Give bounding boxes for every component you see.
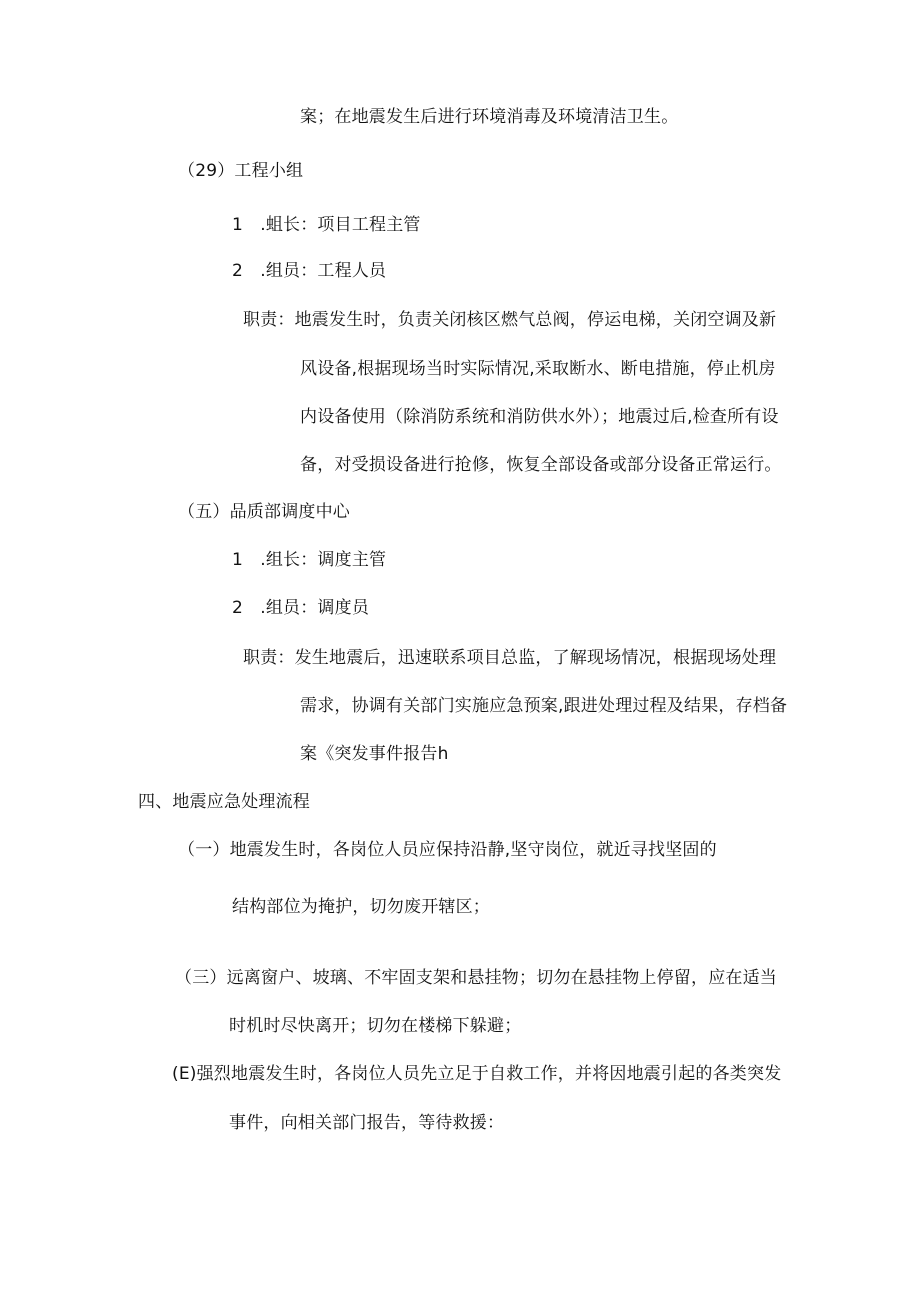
text-line-17: 结构部位为掩护，切勿废开辖区； — [232, 897, 490, 917]
text-line-12: 职责：发生地震后，迅速联系项目总监，了解现场情况，根据现场处理 — [243, 648, 777, 668]
text-line-7: 内设备使用（除消防系统和消防供水外）；地震过后,检查所有设 — [300, 407, 779, 427]
text-line-18: （三）远离窗户、坡璃、不牢固支架和悬挂物；切勿在悬挂物上停留，应在适当 — [175, 968, 777, 988]
text-line-16: （一）地震发生时，各岗位人员应保持沿静,坚守岗位，就近寻找坚固的 — [178, 840, 717, 860]
text-line-4: 2 .组员：工程人员 — [232, 261, 387, 281]
text-line-19: 时机时尽快离开；切勿在楼梯下躲避； — [229, 1016, 522, 1036]
text-line-8: 备，对受损设备进行抢修，恢复全部设备或部分设备正常运行。 — [300, 455, 782, 475]
chapter-heading-4: 四、地震应急处理流程 — [138, 792, 310, 812]
text-line-21: 事件，向相关部门报告，等待救援： — [229, 1113, 505, 1133]
section-heading-29: （29）工程小组 — [178, 161, 304, 181]
text-line-10: 1 .组长：调度主管 — [232, 550, 387, 570]
text-line-11: 2 .组员：调度员 — [232, 598, 370, 618]
text-line-3: 1 .蛆长：项目工程主管 — [232, 215, 421, 235]
text-line-13: 需求，协调有关部门实施应急预案,跟进处理过程及结果，存档备 — [300, 696, 788, 716]
text-line-20: (E)强烈地震发生时，各岗位人员先立足于自救工作，并将因地震引起的各类突发 — [172, 1064, 782, 1084]
section-heading-5: （五）品质部调度中心 — [178, 502, 350, 522]
text-line-14: 案《突发事件报告h — [300, 744, 449, 764]
text-line-1: 案；在地震发生后进行环境消毒及环境清洁卫生。 — [300, 107, 679, 127]
text-line-6: 风设备,根据现场当时实际情况,采取断水、断电措施，停止机房 — [300, 359, 776, 379]
text-line-5: 职责：地震发生时，负责关闭核区燃气总阀，停运电梯，关闭空调及新 — [243, 310, 777, 330]
